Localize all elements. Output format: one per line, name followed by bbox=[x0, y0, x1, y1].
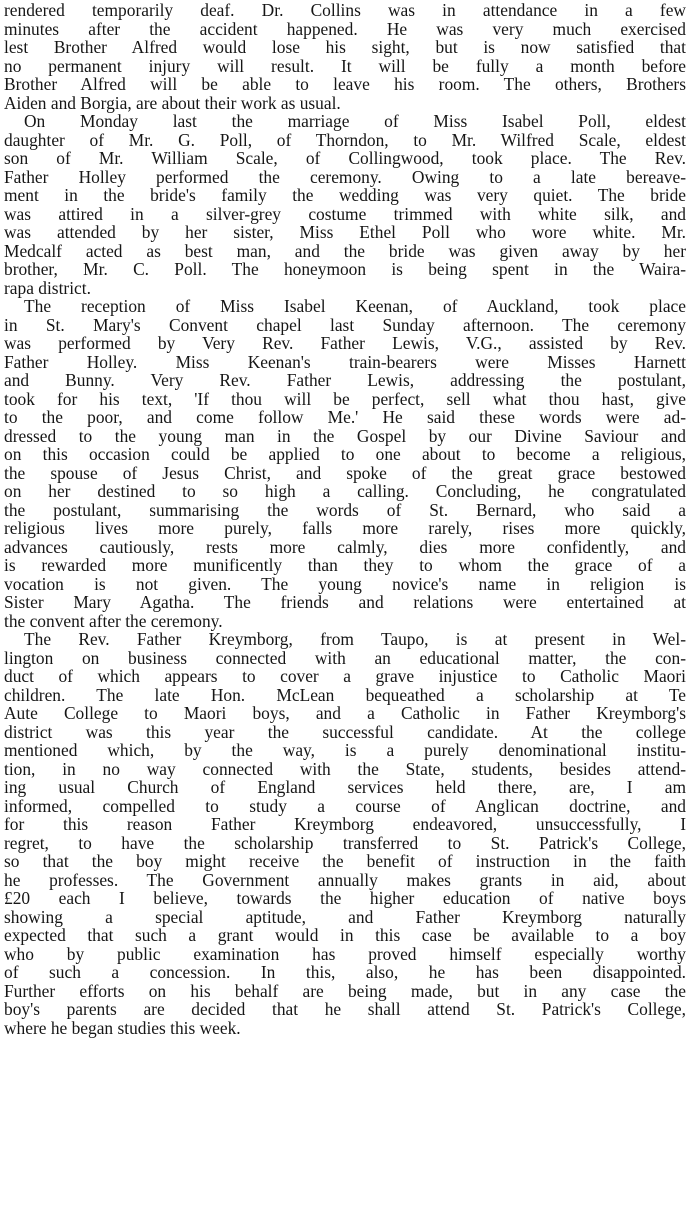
article-paragraph bbox=[4, 112, 686, 297]
text-line: Father Holley. Miss Keenan's train-bearers were Misses Harnett bbox=[4, 351, 686, 372]
text-line: so that the boy might receive the benefit of instruction in the faith bbox=[4, 851, 686, 871]
text-line: rendered temporarily deaf. Dr. Collins was in attendance in a few bbox=[4, 0, 686, 20]
text-line: took for his text, 'If thou will be perfect, sell what thou hast, give bbox=[4, 388, 686, 409]
text-line: the postulant, summarising the words of St. Bernard, who said a bbox=[4, 499, 686, 520]
article-body bbox=[4, 1, 686, 1037]
text-line: ment in the bride's family the wedding was very quiet. The bride bbox=[4, 185, 686, 205]
text-line: ing usual Church of England services held there, are, I am bbox=[4, 777, 686, 797]
text-line: was attired in a silver-grey costume trimmed with white silk, and bbox=[4, 203, 686, 224]
text-line: the spouse of Jesus Christ, and spoke of the great grace bestowed bbox=[4, 462, 686, 483]
text-line: On Monday last the marriage of Miss Isabel Poll, eldest bbox=[24, 111, 686, 131]
text-line: on this occasion could be applied to one about to become a religious, bbox=[4, 444, 686, 464]
text-line: minutes after the accident happened. He was very much exercised bbox=[4, 18, 686, 39]
text-line: showing a special aptitude, and Father Kreymborg naturally bbox=[4, 906, 686, 927]
text-line: Medcalf acted as best man, and the bride was given away by her bbox=[4, 240, 686, 261]
text-line: lington on business connected with an educational matter, the con- bbox=[4, 647, 686, 668]
newspaper-column bbox=[4, 1, 686, 1037]
text-line: the convent after the ceremony. bbox=[4, 610, 223, 631]
text-line: Aiden and Borgia, are about their work as usual. bbox=[4, 92, 341, 113]
text-line: The Rev. Father Kreymborg, from Taupo, is at present in Wel- bbox=[24, 629, 686, 649]
text-line: on her destined to so high a calling. Concluding, he congratulated bbox=[4, 481, 686, 501]
text-line: for this reason Father Kreymborg endeavored, unsuccessfully, I bbox=[4, 814, 686, 834]
text-line: daughter of Mr. G. Poll, of Thorndon, to Mr. Wilfred Scale, eldest bbox=[4, 129, 686, 150]
text-line: vocation is not given. The young novice's name in religion is bbox=[4, 573, 686, 594]
text-line: expected that such a grant would in this case be available to a boy bbox=[4, 925, 686, 945]
text-line: mentioned which, by the way, is a purely denominational institu- bbox=[4, 740, 686, 760]
text-line: no permanent injury will result. It will be fully a month before bbox=[4, 55, 686, 76]
text-line: where he began studies this week. bbox=[4, 1017, 241, 1038]
text-line: to the poor, and come follow Me.' He said these words were ad- bbox=[4, 407, 686, 427]
text-line: son of Mr. William Scale, of Collingwood, took place. The Rev. bbox=[4, 148, 686, 168]
text-line: boy's parents are decided that he shall attend St. Patrick's College, bbox=[4, 999, 686, 1019]
text-line: Father Holley performed the ceremony. Owing to a late bereave- bbox=[4, 166, 686, 187]
text-line: district was this year the successful candidate. At the college bbox=[4, 721, 686, 742]
text-line: of such a concession. In this, also, he has been disappointed. bbox=[4, 962, 686, 982]
text-line: rapa district. bbox=[4, 277, 91, 298]
text-line: was performed by Very Rev. Father Lewis, V.G., assisted by Rev. bbox=[4, 333, 686, 353]
text-line: and Bunny. Very Rev. Father Lewis, addressing the postulant, bbox=[4, 370, 686, 390]
text-line: religious lives more purely, falls more rarely, rises more quickly, bbox=[4, 518, 686, 538]
text-line: lest Brother Alfred would lose his sight, but is now satisfied that bbox=[4, 37, 686, 57]
text-line: informed, compelled to study a course of Anglican doctrine, and bbox=[4, 795, 686, 816]
text-line: £20 each I believe, towards the higher education of native boys bbox=[4, 888, 686, 908]
text-line: was attended by her sister, Miss Ethel Poll who wore white. Mr. bbox=[4, 222, 686, 242]
text-line: duct of which appears to cover a grave injustice to Catholic Maori bbox=[4, 666, 686, 686]
text-line: brother, Mr. C. Poll. The honeymoon is being spent in the Waira- bbox=[4, 259, 686, 279]
text-line: regret, to have the scholarship transferred to St. Patrick's College, bbox=[4, 832, 686, 853]
article-paragraph bbox=[4, 297, 686, 630]
text-line: Aute College to Maori boys, and a Catholic in Father Kreymborg's bbox=[4, 703, 686, 723]
text-line: he professes. The Government annually makes grants in aid, about bbox=[4, 869, 686, 890]
text-line: Further efforts on his behalf are being made, but in any case the bbox=[4, 980, 686, 1001]
text-line: Brother Alfred will be able to leave his room. The others, Brothers bbox=[4, 74, 686, 94]
text-line: Sister Mary Agatha. The friends and relations were entertained at bbox=[4, 592, 686, 612]
article-paragraph bbox=[4, 630, 686, 1037]
text-line: who by public examination has proved himself especially worthy bbox=[4, 943, 686, 964]
text-line: in St. Mary's Convent chapel last Sunday afternoon. The ceremony bbox=[4, 314, 686, 335]
text-line: tion, in no way connected with the State, students, besides attend- bbox=[4, 758, 686, 779]
article-paragraph bbox=[4, 1, 686, 112]
text-line: children. The late Hon. McLean bequeathed a scholarship at Te bbox=[4, 684, 686, 705]
text-line: dressed to the young man in the Gospel by our Divine Saviour and bbox=[4, 425, 686, 446]
text-line: is rewarded more munificently than they to whom the grace of a bbox=[4, 555, 686, 575]
text-line: advances cautiously, rests more calmly, dies more confidently, and bbox=[4, 536, 686, 557]
text-line: The reception of Miss Isabel Keenan, of Auckland, took place bbox=[24, 296, 686, 316]
